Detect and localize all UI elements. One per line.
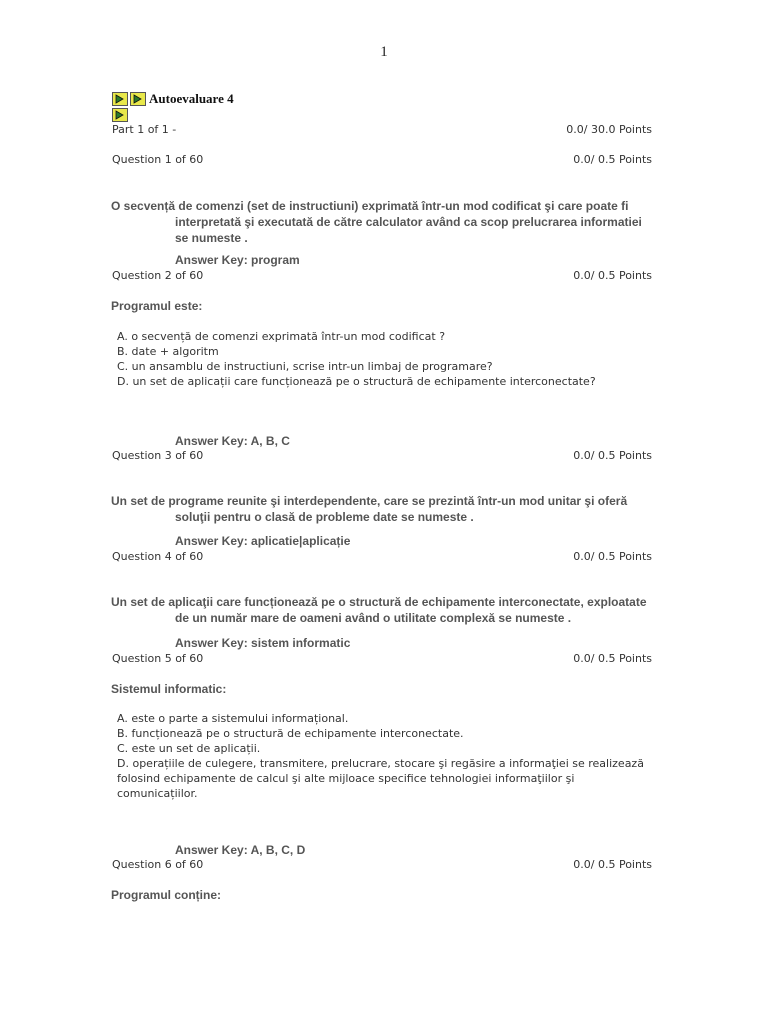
page-title: Autoevaluare 4 (149, 91, 234, 106)
question-header (112, 449, 652, 462)
question-number: Question 2 of 60 (112, 269, 204, 282)
option-d-continued: folosind echipamente de calcul şi alte mijloace specifice tehnologiei informaţiilor şi (117, 772, 575, 785)
question-text: Programul conține: (111, 888, 222, 902)
question-points: 0.0/ 0.5 Points (573, 858, 652, 871)
option-a: A. o secvență de comenzi exprimată într-un mod codificat ? (117, 330, 446, 343)
question-number: Question 4 of 60 (112, 550, 204, 563)
option-c: C. un ansamblu de instructiuni, scrise intr-un limbaj de programare? (117, 360, 493, 373)
arrow-right-icon[interactable] (112, 108, 128, 122)
question-text: Un set de programe reunite şi interdependente, care se prezintă într-un mod unitar şi oferă soluţii pentru o clasă de probleme date se numeste . (111, 494, 628, 524)
answer-key: Answer Key: A, B, C (175, 434, 290, 448)
option-d-continued: comunicațiilor. (117, 787, 198, 800)
question-points: 0.0/ 0.5 Points (573, 550, 652, 563)
option-a: A. este o parte a sistemului informațional. (117, 712, 349, 725)
answer-key: Answer Key: sistem informatic (175, 636, 351, 650)
option-c: C. este un set de aplicații. (117, 742, 261, 755)
option-b: B. funcționează pe o structură de echipamente interconectate. (117, 727, 464, 740)
question-text: Un set de aplicaţii care funcționează pe o structură de echipamente interconectate, exploatate de un număr mare de oameni având o utilitate complexă se numeste . (111, 595, 647, 625)
question-header (112, 652, 652, 665)
question-text: Programul este: (111, 299, 203, 313)
question-text: O secvență de comenzi (set de instructiuni) exprimată într-un mod codificat şi care poate fi interpretată şi executată de către calculator având ca scop prelucrarea informatiei se numeste . (111, 199, 642, 245)
question-number: Question 1 of 60 (112, 153, 204, 166)
option-b: B. date + algoritm (117, 345, 219, 358)
page-number: 1 (380, 44, 388, 60)
title-row (112, 90, 234, 108)
arrow-right-icon[interactable] (130, 92, 146, 106)
option-d: D. operațiile de culegere, transmitere, prelucrare, stocare şi regăsire a informaţiei se realizează (117, 757, 644, 770)
answer-key: Answer Key: program (175, 253, 300, 267)
question-points: 0.0/ 0.5 Points (573, 269, 652, 282)
part-points: 0.0/ 30.0 Points (566, 123, 652, 136)
answer-options (117, 711, 657, 801)
question-header (112, 550, 652, 563)
option-d: D. un set de aplicații care funcționează pe o structură de echipamente interconectate? (117, 375, 596, 388)
part-header (112, 123, 652, 136)
part-label: Part 1 of 1 - (112, 123, 177, 136)
question-points: 0.0/ 0.5 Points (573, 449, 652, 462)
question-number: Question 6 of 60 (112, 858, 204, 871)
answer-key: Answer Key: A, B, C, D (175, 843, 306, 857)
question-header (112, 153, 652, 166)
question-points: 0.0/ 0.5 Points (573, 153, 652, 166)
question-points: 0.0/ 0.5 Points (573, 652, 652, 665)
question-header (112, 858, 652, 871)
answer-options (117, 329, 657, 389)
question-number: Question 5 of 60 (112, 652, 204, 665)
arrow-right-icon[interactable] (112, 92, 128, 106)
answer-key: Answer Key: aplicatie|aplicație (175, 534, 351, 548)
question-text: Sistemul informatic: (111, 682, 227, 696)
question-header (112, 269, 652, 282)
question-number: Question 3 of 60 (112, 449, 204, 462)
